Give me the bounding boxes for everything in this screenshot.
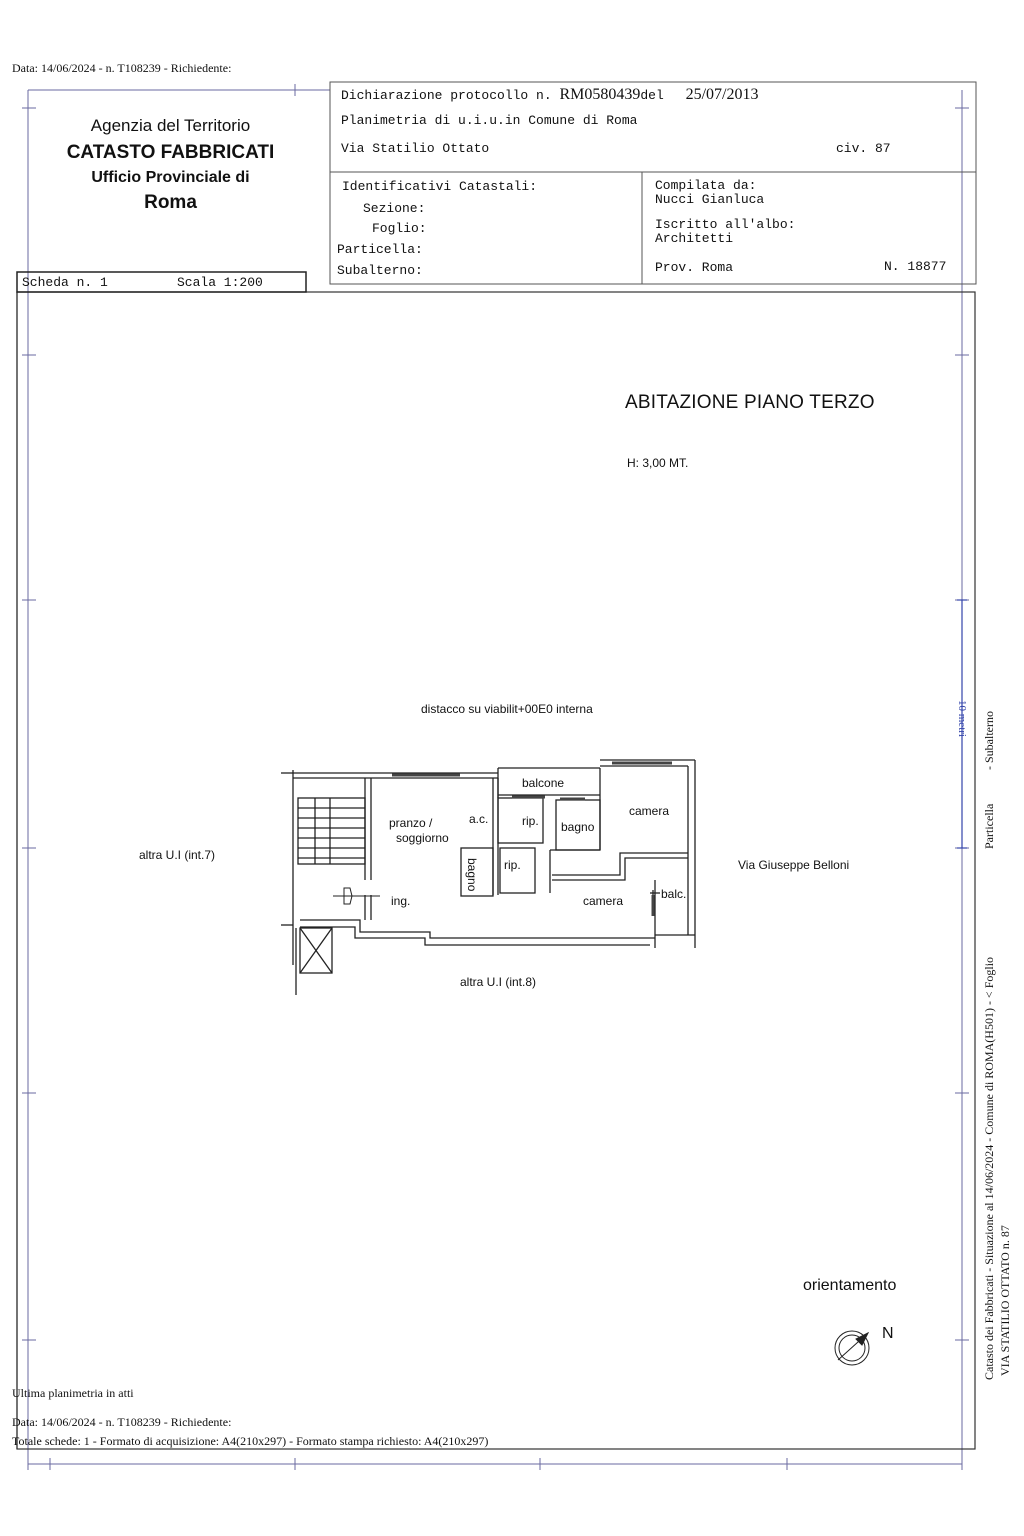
- compilata-label: Compilata da:: [655, 178, 757, 193]
- orientation-label: orientamento: [803, 1277, 897, 1294]
- distacco-label: distacco su viabilit+00E0 interna: [421, 702, 593, 716]
- room-rip-2: rip.: [504, 858, 521, 872]
- particella-label: Particella:: [337, 242, 423, 257]
- room-camera-2: camera: [583, 894, 624, 908]
- room-ingresso: ing.: [391, 894, 411, 908]
- sezione-label: Sezione:: [363, 201, 426, 216]
- civico: civ. 87: [836, 141, 891, 156]
- room-soggiorno: soggiorno: [396, 831, 449, 845]
- agency-name: Agenzia del Territorio: [90, 116, 251, 135]
- subalterno-label: Subalterno:: [337, 263, 423, 278]
- ufficio-city: Roma: [144, 192, 197, 213]
- protocol-date: 25/07/2013: [685, 86, 759, 103]
- albo-value: Architetti: [655, 231, 734, 246]
- room-rip-1: rip.: [522, 814, 539, 828]
- request-line: Data: 14/06/2024 - n. T108239 - Richiedente:: [12, 61, 232, 75]
- plan-height: H: 3,00 MT.: [627, 456, 689, 470]
- provincia: Prov. Roma: [655, 260, 734, 275]
- footer-data: Data: 14/06/2024 - n. T108239 - Richiedente:: [12, 1415, 232, 1429]
- compass-icon: [835, 1331, 869, 1365]
- protocol-del: del: [640, 88, 664, 103]
- side-subalterno: - Subalterno: [982, 711, 996, 770]
- scala: Scala 1:200: [177, 275, 263, 290]
- north-label: N: [882, 1325, 894, 1342]
- room-bagno-2: bagno: [465, 858, 479, 892]
- protocol-label: Dichiarazione protocollo n.: [341, 88, 552, 103]
- footer-ultima: Ultima planimetria in atti: [12, 1386, 134, 1400]
- scale-bar-label: 10 metri: [956, 700, 968, 737]
- room-bagno-1: bagno: [561, 820, 595, 834]
- room-balcone: balcone: [522, 776, 565, 790]
- room-pranzo: pranzo /: [389, 816, 433, 830]
- side-catasto-line: Catasto dei Fabbricati - Situazione al 14/06/2024 - Comune di ROMA(H501) - < Foglio: [982, 956, 996, 1380]
- neighbour-int7: altra U.I (int.7): [139, 848, 216, 862]
- address: Via Statilio Ottato: [341, 141, 490, 156]
- planimetria-line: Planimetria di u.i.u.in Comune di Roma: [341, 113, 638, 128]
- room-camera-1: camera: [629, 804, 670, 818]
- scheda-number: Scheda n. 1: [22, 275, 108, 290]
- protocol-number: RM0580439: [559, 86, 641, 103]
- room-balc: balc.: [661, 887, 687, 901]
- catasto-title: CATASTO FABBRICATI: [66, 142, 275, 163]
- compilatore-name: Nucci Gianluca: [655, 192, 765, 207]
- foglio-label: Foglio:: [372, 221, 427, 236]
- ufficio-label: Ufficio Provinciale di: [91, 169, 250, 186]
- footer-totale: Totale schede: 1 - Formato di acquisizione: A4(210x297) - Formato stampa richiesto: A4(210x297): [12, 1434, 489, 1448]
- iscrizione-numero: N. 18877: [884, 259, 947, 274]
- identificativi-label: Identificativi Catastali:: [342, 179, 538, 194]
- iscritto-label: Iscritto all'albo:: [655, 217, 796, 232]
- side-particella: Particella: [982, 803, 996, 849]
- room-ac: a.c.: [469, 812, 489, 826]
- street-label: Via Giuseppe Belloni: [738, 858, 850, 872]
- plan-title: ABITAZIONE PIANO TERZO: [625, 392, 875, 413]
- neighbour-int8: altra U.I (int.8): [460, 975, 537, 989]
- side-address-line: VIA STATILIO OTTATO n. 87: [998, 1225, 1012, 1376]
